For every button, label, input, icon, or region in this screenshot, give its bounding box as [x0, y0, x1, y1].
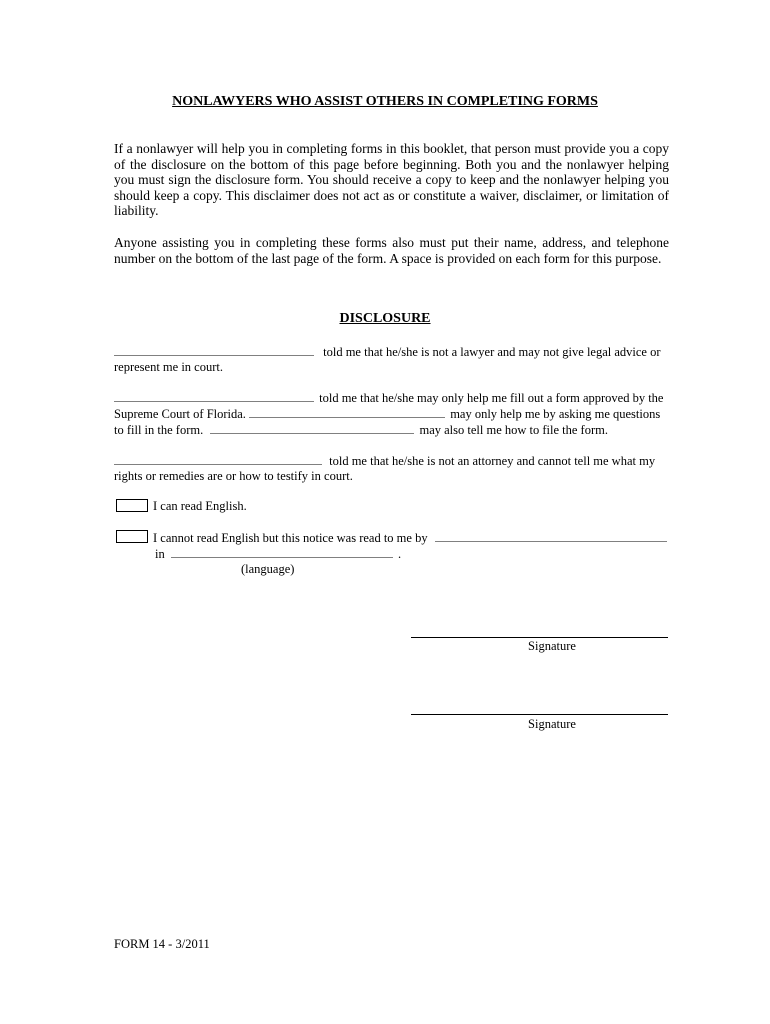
read-english-checkbox[interactable] [116, 499, 148, 512]
assistant-name-field-2[interactable] [114, 390, 314, 402]
language-line [155, 546, 401, 563]
assistant-name-field-4[interactable] [210, 422, 414, 434]
signature-label-2: Signature [528, 717, 576, 731]
statement-3-text-b: rights or remedies are or how to testify in court. [114, 469, 353, 483]
statement-2-text-c2: may also tell me how to file the form. [419, 423, 608, 437]
period-text: . [397, 547, 402, 561]
statement-1-text-a: told me that he/she is not a lawyer and may not give legal advice or [323, 345, 661, 359]
statement-1-line-1 [114, 344, 661, 361]
page-title: NONLAWYERS WHO ASSIST OTHERS IN COMPLETING FORMS [172, 94, 598, 109]
signature-label-1: Signature [528, 639, 576, 653]
statement-2-text-b2: may only help me by asking me questions [450, 407, 661, 421]
cannot-read-english-checkbox[interactable] [116, 530, 148, 543]
form-info-paragraph: Anyone assisting you in completing these forms also must put their name, address, and telephone number on the bottom of the last page of the form. A space is provided on each form for this purpose. [114, 235, 669, 266]
statement-1-text-b: represent me in court. [114, 360, 223, 374]
cannot-read-line [153, 530, 667, 547]
statement-3-line-1 [114, 453, 655, 470]
statement-2-text-c1: to fill in the form. [114, 423, 204, 437]
statement-2-line-2 [114, 406, 660, 423]
statement-2-text-a: told me that he/she may only help me fill out a form approved by the [319, 391, 664, 405]
assistant-name-field-1[interactable] [114, 344, 314, 356]
in-label: in [155, 547, 165, 561]
language-field[interactable] [171, 546, 393, 558]
intro-paragraph: If a nonlawyer will help you in completing forms in this booklet, that person must provide you a copy of the disclosure on the bottom of this page before beginning. Both you and the nonlawyer helping you must sign the disclosure form. You should receive a copy to keep and the nonlawyer helping you should keep a copy. This disclaimer does not act as or constitute a waiver, disclaimer, or limitation of liability. [114, 141, 669, 219]
statement-2-text-b1: Supreme Court of Florida. [114, 407, 246, 421]
assistant-name-field-5[interactable] [114, 453, 322, 465]
form-number-footer: FORM 14 - 3/2011 [114, 937, 210, 951]
cannot-read-label: I cannot read English but this notice was read to me by [153, 531, 428, 545]
statement-2-line-3 [114, 422, 608, 439]
read-english-label: I can read English. [153, 499, 247, 513]
signature-line-2[interactable] [411, 714, 668, 715]
statement-3-text-a: told me that he/she is not an attorney and cannot tell me what my [329, 454, 656, 468]
statement-2-line-1 [114, 390, 664, 407]
assistant-name-field-3[interactable] [249, 406, 445, 418]
disclosure-heading: DISCLOSURE [339, 311, 431, 326]
language-label: (language) [241, 562, 295, 576]
signature-line-1[interactable] [411, 637, 668, 638]
reader-name-field[interactable] [435, 530, 667, 542]
